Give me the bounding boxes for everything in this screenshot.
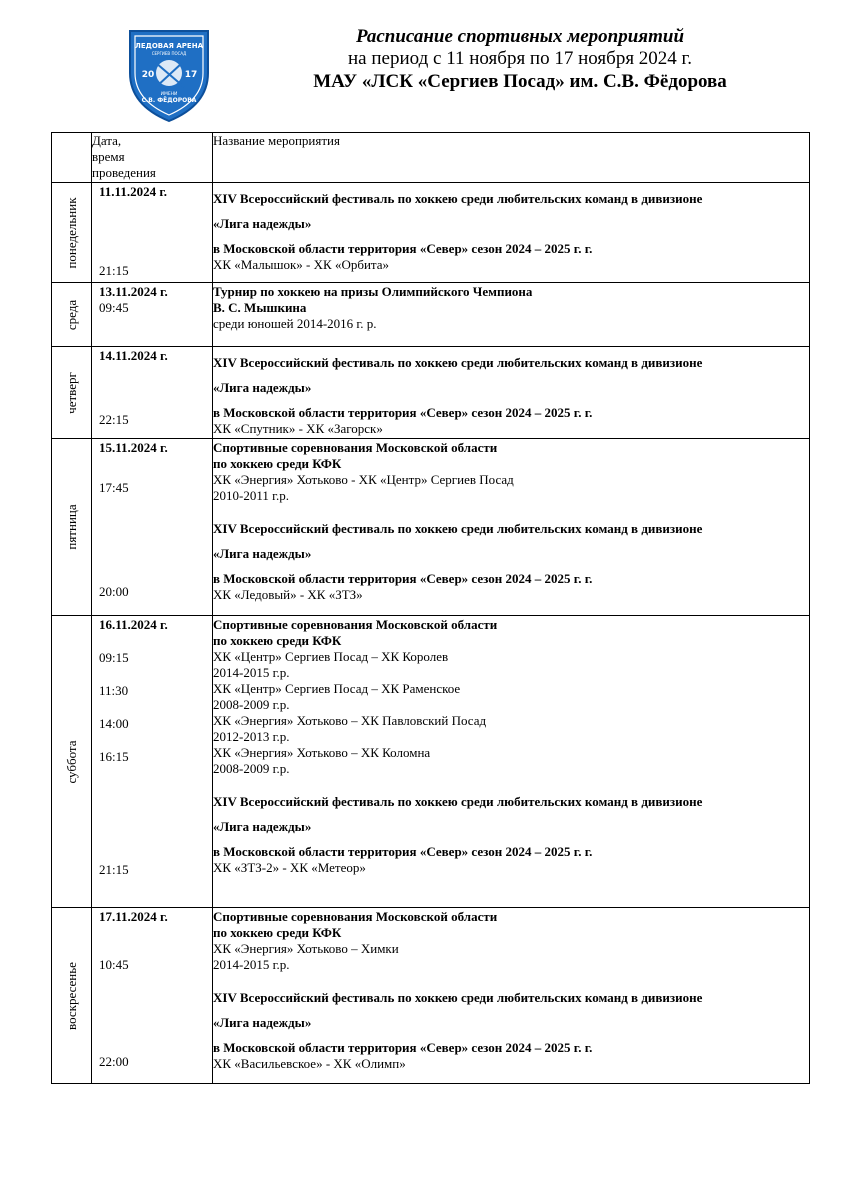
logo-sub-text: СЕРГИЕВ ПОСАД [151,51,187,56]
day-cell: четверг [52,347,92,439]
day-cell: среда [52,283,92,347]
header-organization: МАУ «ЛСК «Сергиев Посад» им. С.В. Фёдорова [313,71,727,92]
day-cell: воскресенье [52,908,92,1084]
day-cell: суббота [52,616,92,908]
header-name-cell: Название мероприятия [213,133,810,183]
logo-bottom-text1: ИМЕНИ [160,92,178,97]
logo-top-text: ЛЕДОВАЯ АРЕНА [135,42,203,50]
table-row [52,439,810,616]
date-cell: 15.11.2024 г. 17:45 20:00 [92,439,213,616]
table-row [52,347,810,439]
event-cell: XIV Всероссийский фестиваль по хоккею среди любительских команд в дивизионе «Лига надежды» в Московской области территория «Север» сезон 2024 – 2025 г. г. ХК «Малышок» - ХК «Орбита» [213,183,810,283]
table-row [52,616,810,908]
day-cell: понедельник [52,183,92,283]
event-cell: Спортивные соревнования Московской области по хоккею среди КФК ХК «Энергия» Хотьково – Химки 2014-2015 г.р. XIV Всероссийский фестиваль по хоккею среди любительских команд в дивизионе «Лига надежды» в Московской области территория «Север» сезон 2024 – 2025 г. г. ХК «Васильевское» - ХК «Олимп» [213,908,810,1084]
table-row [52,283,810,347]
table-row [52,183,810,283]
schedule-table [51,132,810,1084]
header-day-cell [52,133,92,183]
document-header [240,26,800,94]
event-cell: Спортивные соревнования Московской области по хоккею среди КФК ХК «Центр» Сергиев Посад – ХК Королев 2014-2015 г.р. ХК «Центр» Сергиев Посад – ХК Раменское 2008-2009 г.р. ХК «Энергия» Хотьково – ХК Павловский Посад 2012-2013 г.р. ХК «Энергия» Хотьково – ХК Коломна 2008-2009 г.р. XIV Всероссийский фестиваль по хоккею среди любительских команд в дивизионе «Лига надежды» в Московской области территория «Север» сезон 2024 – 2025 г. г. ХК «ЗТЗ-2» - ХК «Метеор» [213,616,810,908]
header-title: Расписание спортивных мероприятий [355,26,685,47]
header-period: на период с 11 ноября по 17 ноября 2024 г. [348,48,692,69]
event-cell: XIV Всероссийский фестиваль по хоккею среди любительских команд в дивизионе «Лига надежды» в Московской области территория «Север» сезон 2024 – 2025 г. г. ХК «Спутник» - ХК «Загорск» [213,347,810,439]
logo-year-left: 20 [141,70,155,80]
date-cell: 14.11.2024 г. 22:15 [92,347,213,439]
table-header-row [52,133,810,183]
day-cell: пятница [52,439,92,616]
date-cell: 13.11.2024 г. 09:45 [92,283,213,347]
date-cell: 17.11.2024 г. 10:45 22:00 [92,908,213,1084]
event-cell: Спортивные соревнования Московской области по хоккею среди КФК ХК «Энергия» Хотьково - ХК «Центр» Сергиев Посад 2010-2011 г.р. XIV Всероссийский фестиваль по хоккею среди любительских команд в дивизионе «Лига надежды» в Московской области территория «Север» сезон 2024 – 2025 г. г. ХК «Ледовый» - ХК «ЗТЗ» [213,439,810,616]
date-cell: 16.11.2024 г. 09:15 11:30 14:00 16:15 21:15 [92,616,213,908]
logo-year-right: 17 [184,70,198,80]
date-cell: 11.11.2024 г. 21:15 [92,183,213,283]
table-row [52,908,810,1084]
header-date-cell: Дата, время проведения [92,133,213,183]
logo-bottom-text2: С.В. ФЁДОРОВА [141,97,197,104]
event-cell: Турнир по хоккею на призы Олимпийского Чемпиона В. С. Мышкина среди юношей 2014-2016 г. р. [213,283,810,347]
arena-logo [126,27,212,123]
